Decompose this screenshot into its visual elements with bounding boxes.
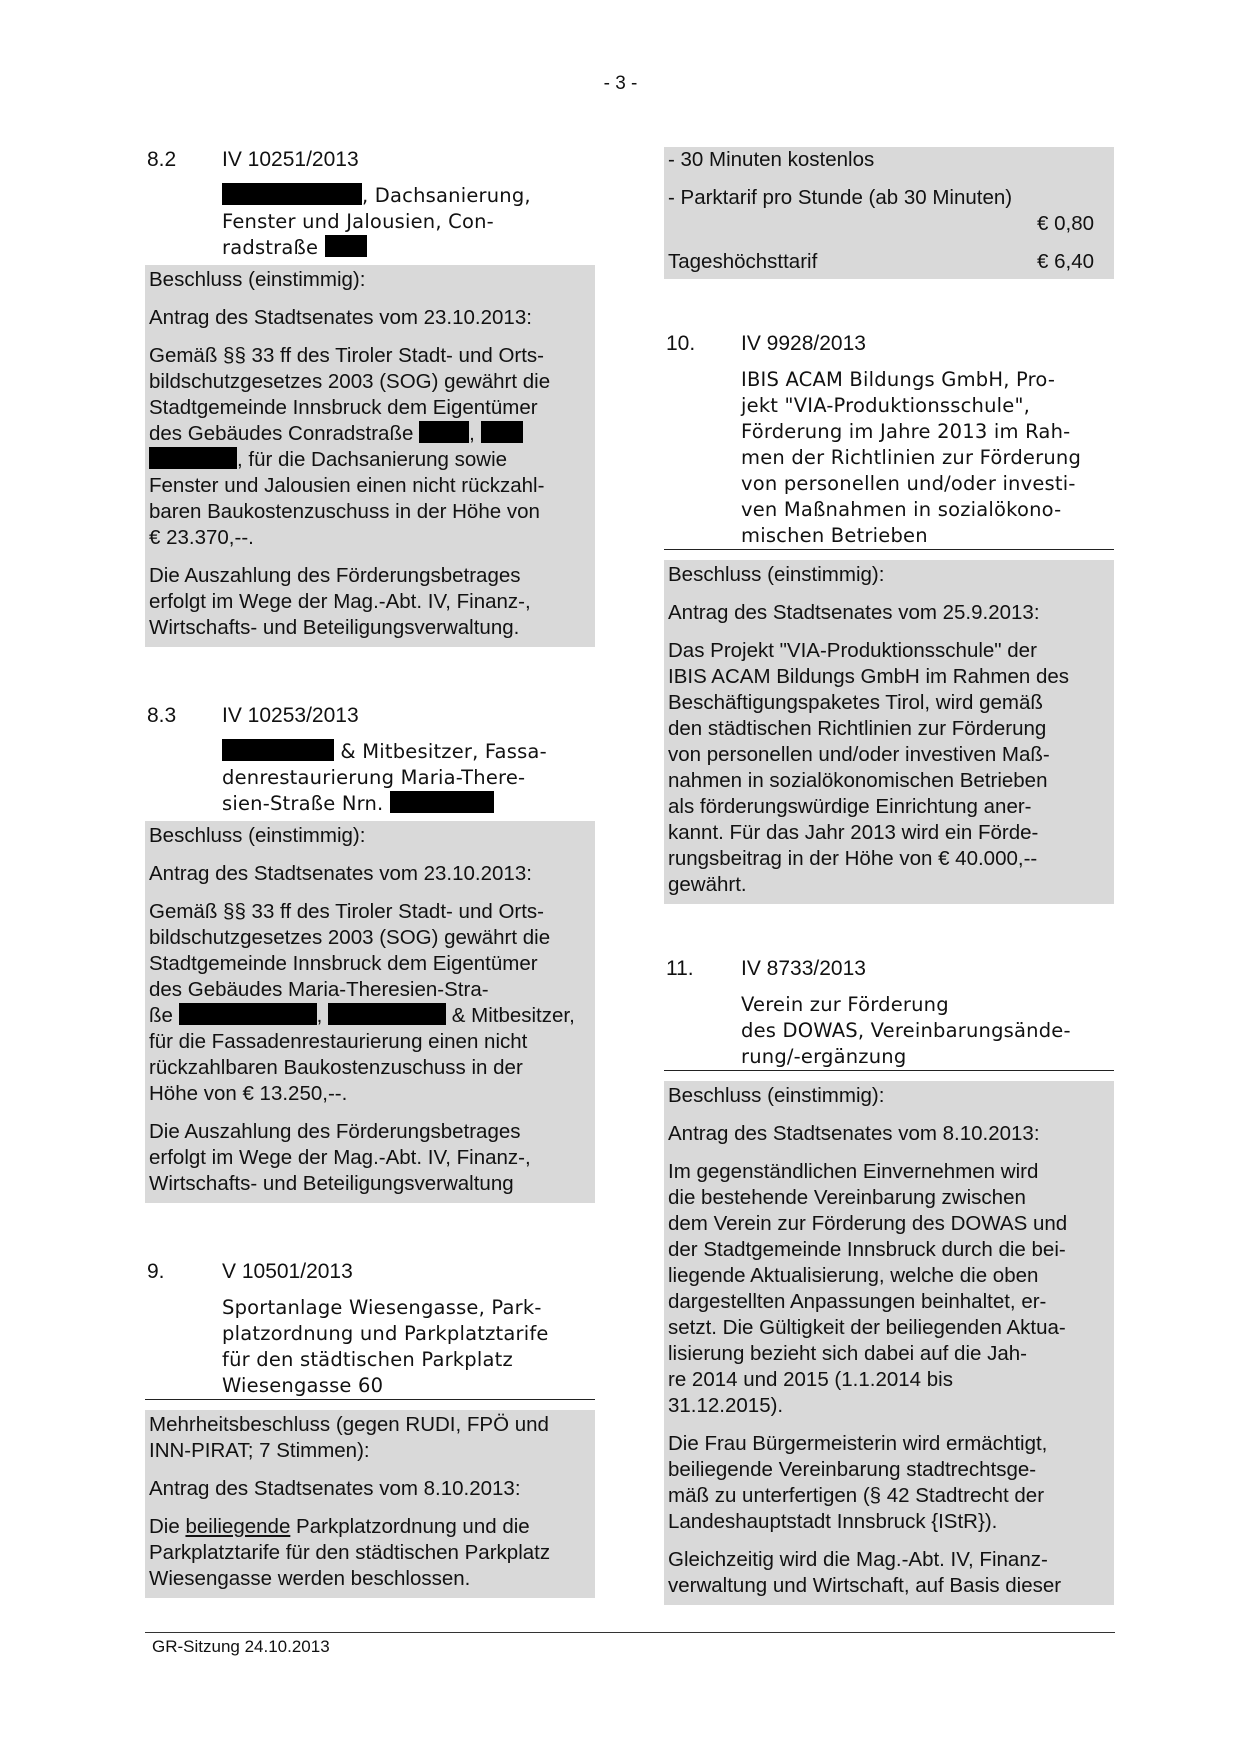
title-line: Wiesengasse 60 — [222, 1374, 384, 1397]
item-8-3 — [145, 703, 595, 1203]
resolution-text: Im gegenständlichen Einvernehmen wird die bestehende Vereinbarung zwischen dem Verein zur Förderung des DOWAS und der Stadtgemeinde Innsbruck durch die bei- liegende Aktualisierung, welche die oben dargestellten Anpassungen beinhaltet, er- setzt. Die Gültigkeit der beiliegenden Aktua- lisierung bezieht sich dabei auf die Jah- re 2014 und 2015 (1.1.2014 bis 31.12.2015). — [668, 1160, 1068, 1417]
footer-divider — [145, 1632, 1115, 1633]
title-line: radstraße — [222, 236, 319, 259]
item-title: Verein zur Förderung des DOWAS, Vereinbarungsände- rung/-ergänzung — [741, 993, 1071, 1068]
resolution-label: Beschluss (einstimmig): — [668, 563, 885, 586]
redaction-block — [325, 235, 367, 257]
resolution-box — [145, 265, 595, 647]
item-reference: IV 10253/2013 — [222, 704, 359, 727]
item-title-wrapper — [664, 992, 1114, 1071]
redaction-block — [419, 421, 469, 443]
resolution-text: Gemäß §§ 33 ff des Tiroler Stadt- und Orts- bildschutzgesetzes 2003 (SOG) gewährt die Stadtgemeinde Innsbruck dem Eigentümer des Gebäudes Conradstraße , , für die Dachsanierung sowie Fenster und Jalousien einen nicht rückzahl- baren Baukostenzuschuss in der Höhe von € 23.370,--. — [149, 344, 551, 549]
item-title — [145, 1295, 595, 1399]
redaction-block — [328, 1003, 446, 1025]
title-line: Fenster und Jalousien, Con- — [222, 210, 494, 233]
authorization-text: Die Frau Bürgermeisterin wird ermächtigt, beiliegende Vereinbarung stadtrechtsge- mäß zu unterfertigen (§ 42 Stadtrecht der Landeshauptstadt Innsbruck {IStR}). — [668, 1432, 1048, 1533]
page-number: - 3 - — [603, 73, 638, 94]
resolution-box — [664, 1081, 1114, 1605]
item-header — [147, 1259, 595, 1285]
left-column — [145, 147, 595, 1598]
item-title-wrapper — [664, 367, 1114, 550]
right-column — [664, 147, 1114, 1605]
item-reference: IV 10251/2013 — [222, 148, 359, 171]
motion-label: Antrag des Stadtsenates vom 8.10.2013: — [668, 1122, 1040, 1145]
redaction-block — [481, 421, 523, 443]
redaction-block — [222, 183, 362, 205]
tariff-row: Tageshöchsttarif € 6,40 — [668, 250, 1094, 273]
title-line: denrestaurierung Maria-There- — [222, 766, 526, 789]
item-reference: IV 8733/2013 — [741, 957, 866, 980]
department-text: Gleichzeitig wird die Mag.-Abt. IV, Finanz- verwaltung und Wirtschaft, auf Basis dieser — [668, 1548, 1062, 1597]
motion-label: Antrag des Stadtsenates vom 8.10.2013: — [149, 1477, 521, 1500]
title-line: platzordnung und Parkplatztarife — [222, 1322, 549, 1345]
title-line: sien-Straße Nrn. — [222, 792, 384, 815]
tariff-value: € 0,80 — [1037, 212, 1094, 235]
item-title: IBIS ACAM Bildungs GmbH, Pro- jekt "VIA-Produktionsschule", Förderung im Jahre 2013 im Rah- men der Richtlinien zur Förderung von personellen und/oder investi- ven Maßnahmen in sozialökono- mischen Betrieben — [741, 368, 1082, 547]
footer-text: GR-Sitzung 24.10.2013 — [152, 1637, 330, 1656]
motion-label: Antrag des Stadtsenates vom 23.10.2013: — [149, 306, 532, 329]
item-header — [666, 956, 1114, 982]
resolution-box — [145, 1410, 595, 1598]
redaction-block — [222, 739, 334, 761]
resolution-label: Mehrheitsbeschluss (gegen RUDI, FPÖ und INN-PIRAT; 7 Stimmen): — [149, 1413, 549, 1462]
item-title — [145, 183, 595, 261]
item-number: 8.2 — [147, 148, 177, 171]
item-header — [147, 703, 595, 729]
title-line: Sportanlage Wiesengasse, Park- — [222, 1296, 542, 1319]
item-reference: IV 9928/2013 — [741, 332, 866, 355]
item-title-wrapper — [145, 1295, 595, 1400]
item-number: 10. — [666, 332, 696, 355]
tariff-line: - 30 Minuten kostenlos — [668, 148, 875, 171]
resolution-label: Beschluss (einstimmig): — [668, 1084, 885, 1107]
item-header — [666, 331, 1114, 357]
resolution-text: Die beiliegende Parkplatzordnung und die Parkplatztarife für den städtischen Parkplatz Wiesengasse werden beschlossen. — [149, 1515, 551, 1590]
resolution-box — [145, 821, 595, 1203]
item-header — [147, 147, 595, 173]
resolution-text: Gemäß §§ 33 ff des Tiroler Stadt- und Orts- bildschutzgesetzes 2003 (SOG) gewährt die Stadtgemeinde Innsbruck dem Eigentümer des Gebäudes Maria-Theresien-Stra- ße , & Mitbesitzer, für die Fassadenrestaurierung einen nicht rückzahlbaren Baukostenzuschuss in der Höhe von € 13.250,--. — [149, 900, 575, 1105]
resolution-label: Beschluss (einstimmig): — [149, 268, 366, 291]
redaction-block — [179, 1003, 317, 1025]
resolution-label: Beschluss (einstimmig): — [149, 824, 366, 847]
item-8-2 — [145, 147, 595, 647]
item-11 — [664, 956, 1114, 1605]
item-reference: V 10501/2013 — [222, 1260, 353, 1283]
item-number: 9. — [147, 1260, 165, 1283]
title-line: , Dachsanierung, — [362, 184, 531, 207]
redaction-block — [390, 791, 494, 813]
motion-label: Antrag des Stadtsenates vom 23.10.2013: — [149, 862, 532, 885]
payment-text: Die Auszahlung des Förderungsbetrages erfolgt im Wege der Mag.-Abt. IV, Finanz-, Wirtschafts- und Beteiligungsverwaltung. — [149, 564, 531, 639]
resolution-text: Das Projekt "VIA-Produktionsschule" der IBIS ACAM Bildungs GmbH im Rahmen des Beschäftigungspaketes Tirol, wird gemäß den städtischen Richtlinien zur Förderung von personellen und/oder investiven Maß- nahmen in sozialökonomischen Betrieben als förderungswürdige Einrichtung aner- kannt. Für das Jahr 2013 wird ein Förde- rungsbeitrag in der Höhe von € 40.000,-- gewährt. — [668, 639, 1070, 896]
item-9 — [145, 1259, 595, 1598]
item-title — [145, 739, 595, 817]
title-line: für den städtischen Parkplatz — [222, 1348, 513, 1371]
title-line: & Mitbesitzer, Fassa- — [334, 740, 547, 763]
tariff-line: - Parktarif pro Stunde (ab 30 Minuten) — [668, 186, 1013, 209]
underlined-word: beiliegende — [185, 1515, 291, 1538]
item-number: 8.3 — [147, 704, 177, 727]
redaction-block — [149, 447, 237, 469]
item-10 — [664, 331, 1114, 904]
motion-label: Antrag des Stadtsenates vom 25.9.2013: — [668, 601, 1040, 624]
item-number: 11. — [666, 957, 694, 980]
resolution-box — [664, 560, 1114, 904]
tariff-box — [664, 147, 1114, 279]
payment-text: Die Auszahlung des Förderungsbetrages erfolgt im Wege der Mag.-Abt. IV, Finanz-, Wirtschafts- und Beteiligungsverwaltung — [149, 1120, 531, 1195]
